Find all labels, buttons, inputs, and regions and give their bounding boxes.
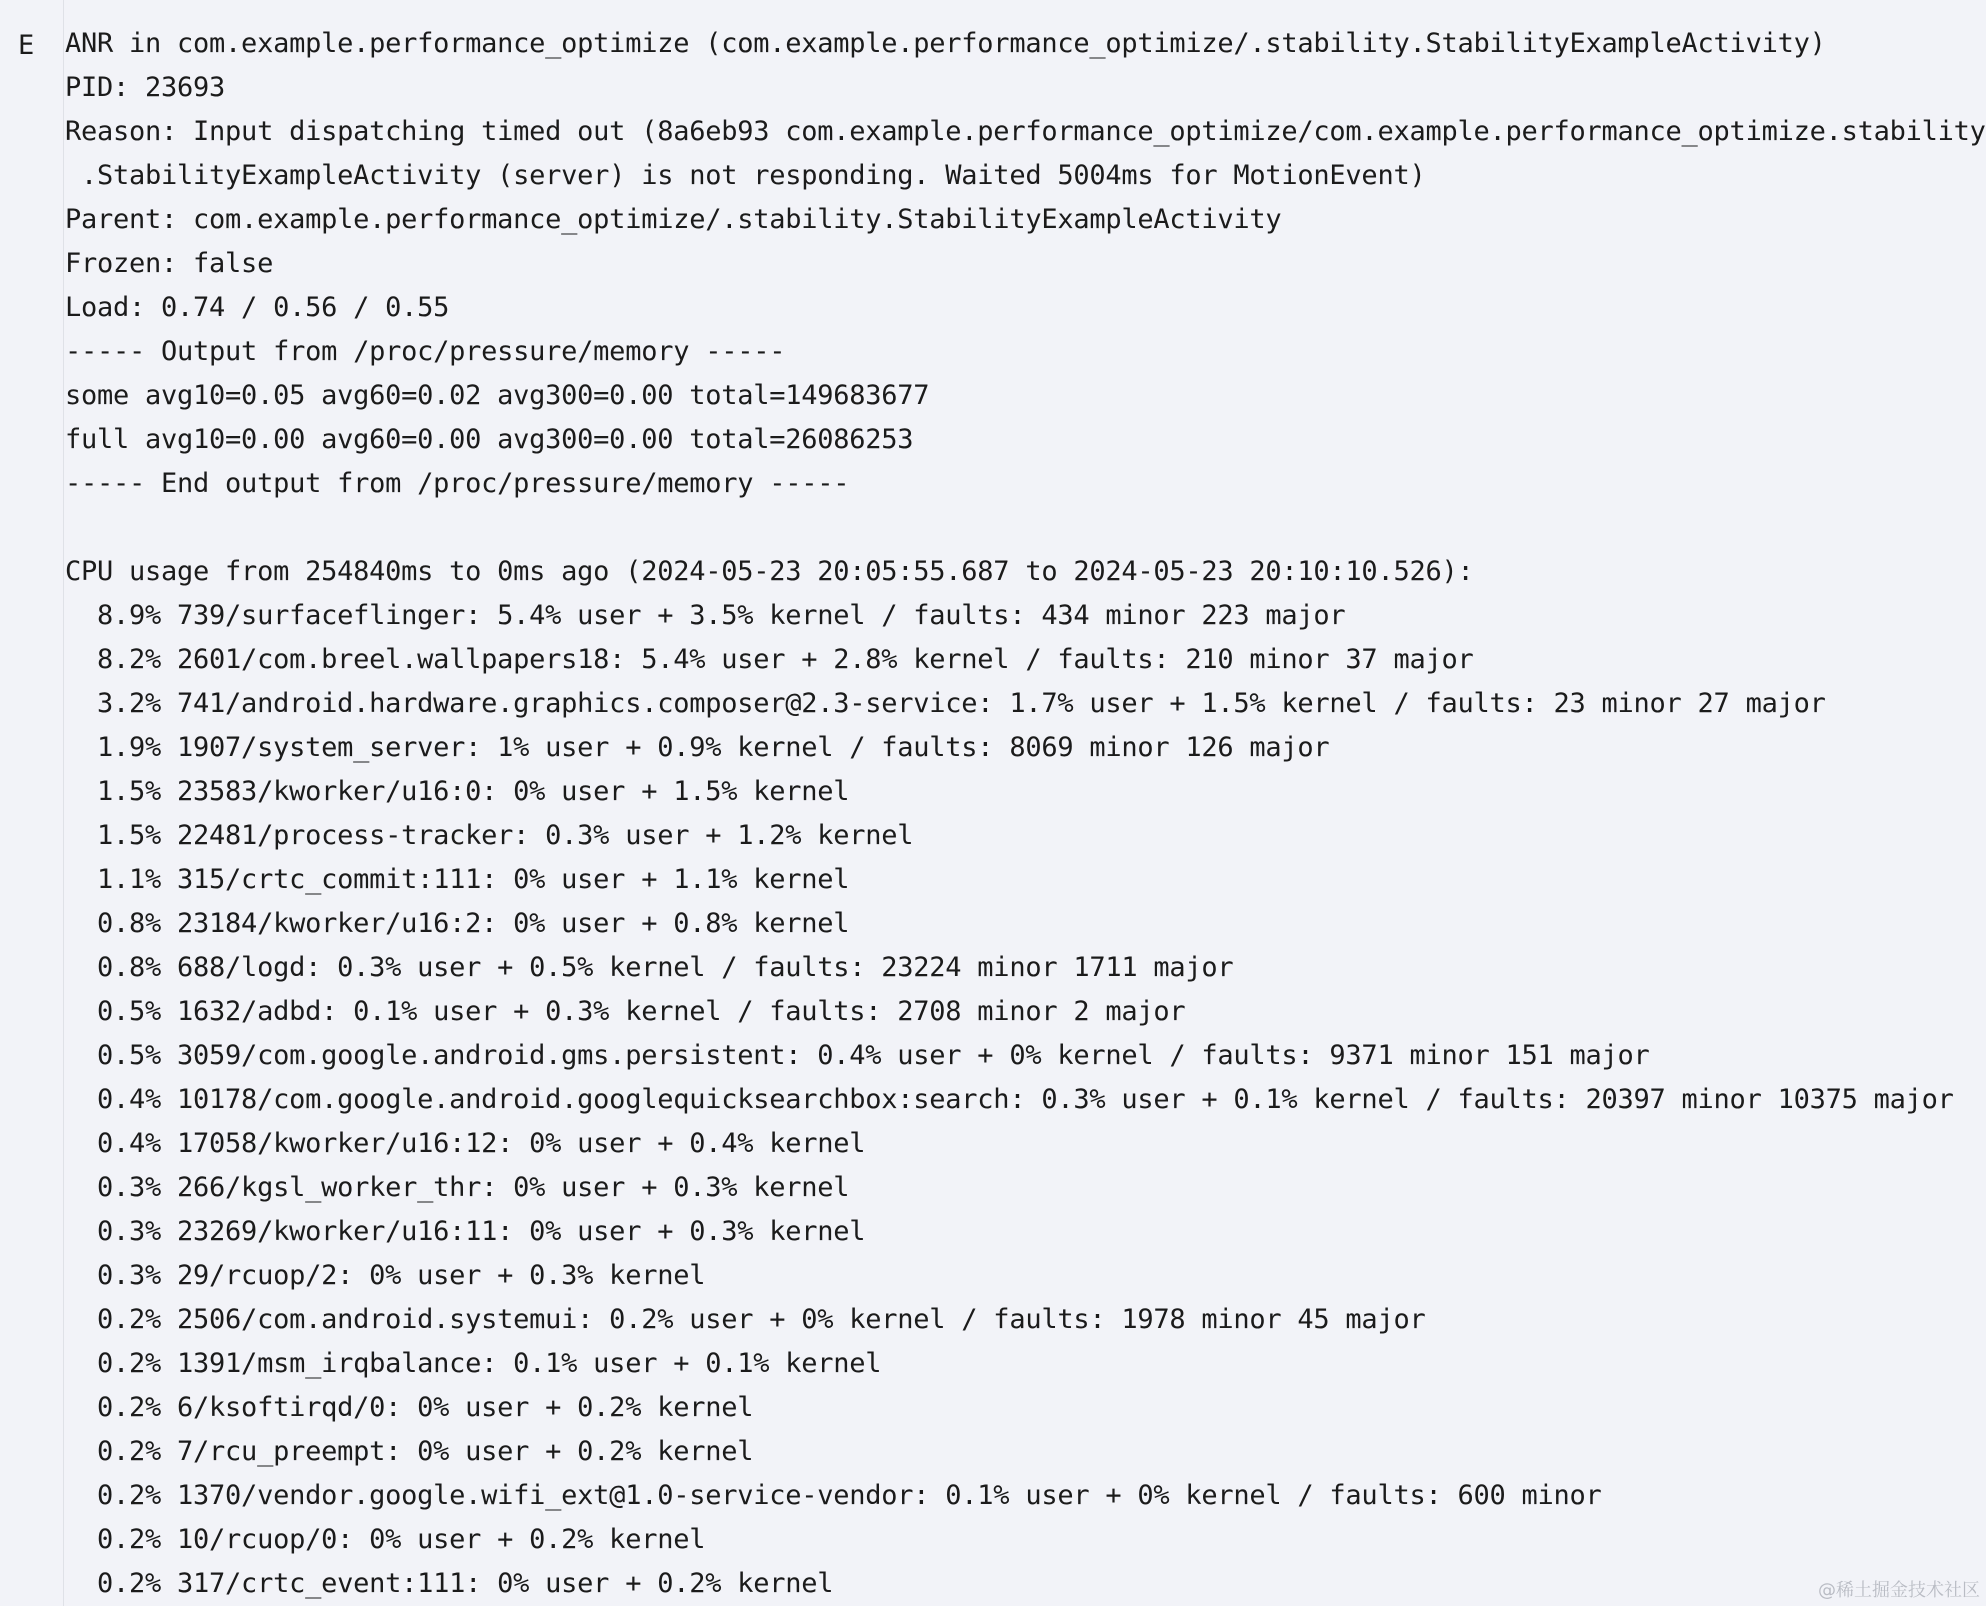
log-line: Load: 0.74 / 0.56 / 0.55: [65, 292, 450, 323]
log-line: CPU usage from 254840ms to 0ms ago (2024-05-23 20:05:55.687 to 2024-05-23 20:10:10.526):: [65, 556, 1474, 587]
log-line: 0.5% 3059/com.google.android.gms.persistent: 0.4% user + 0% kernel / faults: 9371 minor 151 major: [65, 1040, 1650, 1071]
log-line: 0.4% 17058/kworker/u16:12: 0% user + 0.4% kernel: [65, 1128, 866, 1159]
log-line: 0.3% 23269/kworker/u16:11: 0% user + 0.3% kernel: [65, 1216, 866, 1247]
log-line: Parent: com.example.performance_optimize/.stability.StabilityExampleActivity: [65, 204, 1282, 235]
log-line: 0.8% 23184/kworker/u16:2: 0% user + 0.8% kernel: [65, 908, 850, 939]
log-level-indicator: E: [18, 30, 35, 61]
log-line: PID: 23693: [65, 72, 226, 103]
log-line: Reason: Input dispatching timed out (8a6eb93 com.example.performance_optimize/com.example.performance_optimize.stability: [65, 116, 1986, 147]
log-line: Frozen: false: [65, 248, 274, 279]
log-line: ANR in com.example.performance_optimize (com.example.performance_optimize/.stability.StabilityExampleActivity): [65, 28, 1826, 59]
log-line: 0.2% 1391/msm_irqbalance: 0.1% user + 0.1% kernel: [65, 1348, 882, 1379]
log-line: 0.2% 2506/com.android.systemui: 0.2% user + 0% kernel / faults: 1978 minor 45 major: [65, 1304, 1426, 1335]
log-line: 0.2% 1370/vendor.google.wifi_ext@1.0-service-vendor: 0.1% user + 0% kernel / faults: 600 minor: [65, 1480, 1602, 1511]
log-line: [65, 506, 1978, 550]
log-line: 1.1% 315/crtc_commit:111: 0% user + 1.1% kernel: [65, 864, 850, 895]
log-line: 0.2% 317/crtc_event:111: 0% user + 0.2% kernel: [65, 1568, 834, 1599]
log-line: 0.2% 7/rcu_preempt: 0% user + 0.2% kernel: [65, 1436, 754, 1467]
log-line: 1.9% 1907/system_server: 1% user + 0.9% kernel / faults: 8069 minor 126 major: [65, 732, 1330, 763]
log-line: 0.8% 688/logd: 0.3% user + 0.5% kernel / faults: 23224 minor 1711 major: [65, 952, 1234, 983]
log-line: 1.5% 22481/process-tracker: 0.3% user + 1.2% kernel: [65, 820, 914, 851]
log-line: 0.2% 6/ksoftirqd/0: 0% user + 0.2% kernel: [65, 1392, 754, 1423]
log-line: 0.3% 29/rcuop/2: 0% user + 0.3% kernel: [65, 1260, 706, 1291]
log-line: 0.4% 10178/com.google.android.googlequicksearchbox:search: 0.3% user + 0.1% kernel / faults: 20397 minor 10375 major: [65, 1084, 1954, 1115]
log-line: 8.2% 2601/com.breel.wallpapers18: 5.4% user + 2.8% kernel / faults: 210 minor 37 major: [65, 644, 1474, 675]
log-line: 8.9% 739/surfaceflinger: 5.4% user + 3.5% kernel / faults: 434 minor 223 major: [65, 600, 1346, 631]
log-line: 1.5% 23583/kworker/u16:0: 0% user + 1.5% kernel: [65, 776, 850, 807]
log-line: ----- End output from /proc/pressure/memory -----: [65, 468, 850, 499]
log-line: 0.2% 10/rcuop/0: 0% user + 0.2% kernel: [65, 1524, 706, 1555]
gutter-divider: [63, 0, 64, 1606]
log-line: .StabilityExampleActivity (server) is not responding. Waited 5004ms for MotionEvent): [65, 160, 1426, 191]
log-line: some avg10=0.05 avg60=0.02 avg300=0.00 total=149683677: [65, 380, 930, 411]
log-line: 3.2% 741/android.hardware.graphics.composer@2.3-service: 1.7% user + 1.5% kernel / faults: 23 minor 27 major: [65, 688, 1826, 719]
log-line: 0.3% 266/kgsl_worker_thr: 0% user + 0.3% kernel: [65, 1172, 850, 1203]
watermark: @稀土掘金技术社区: [1818, 1580, 1980, 1601]
log-line: 0.5% 1632/adbd: 0.1% user + 0.3% kernel / faults: 2708 minor 2 major: [65, 996, 1186, 1027]
log-line: ----- Output from /proc/pressure/memory -----: [65, 336, 786, 367]
log-line: full avg10=0.00 avg60=0.00 avg300=0.00 total=26086253: [65, 424, 914, 455]
log-message[interactable]: [65, 22, 1986, 1606]
